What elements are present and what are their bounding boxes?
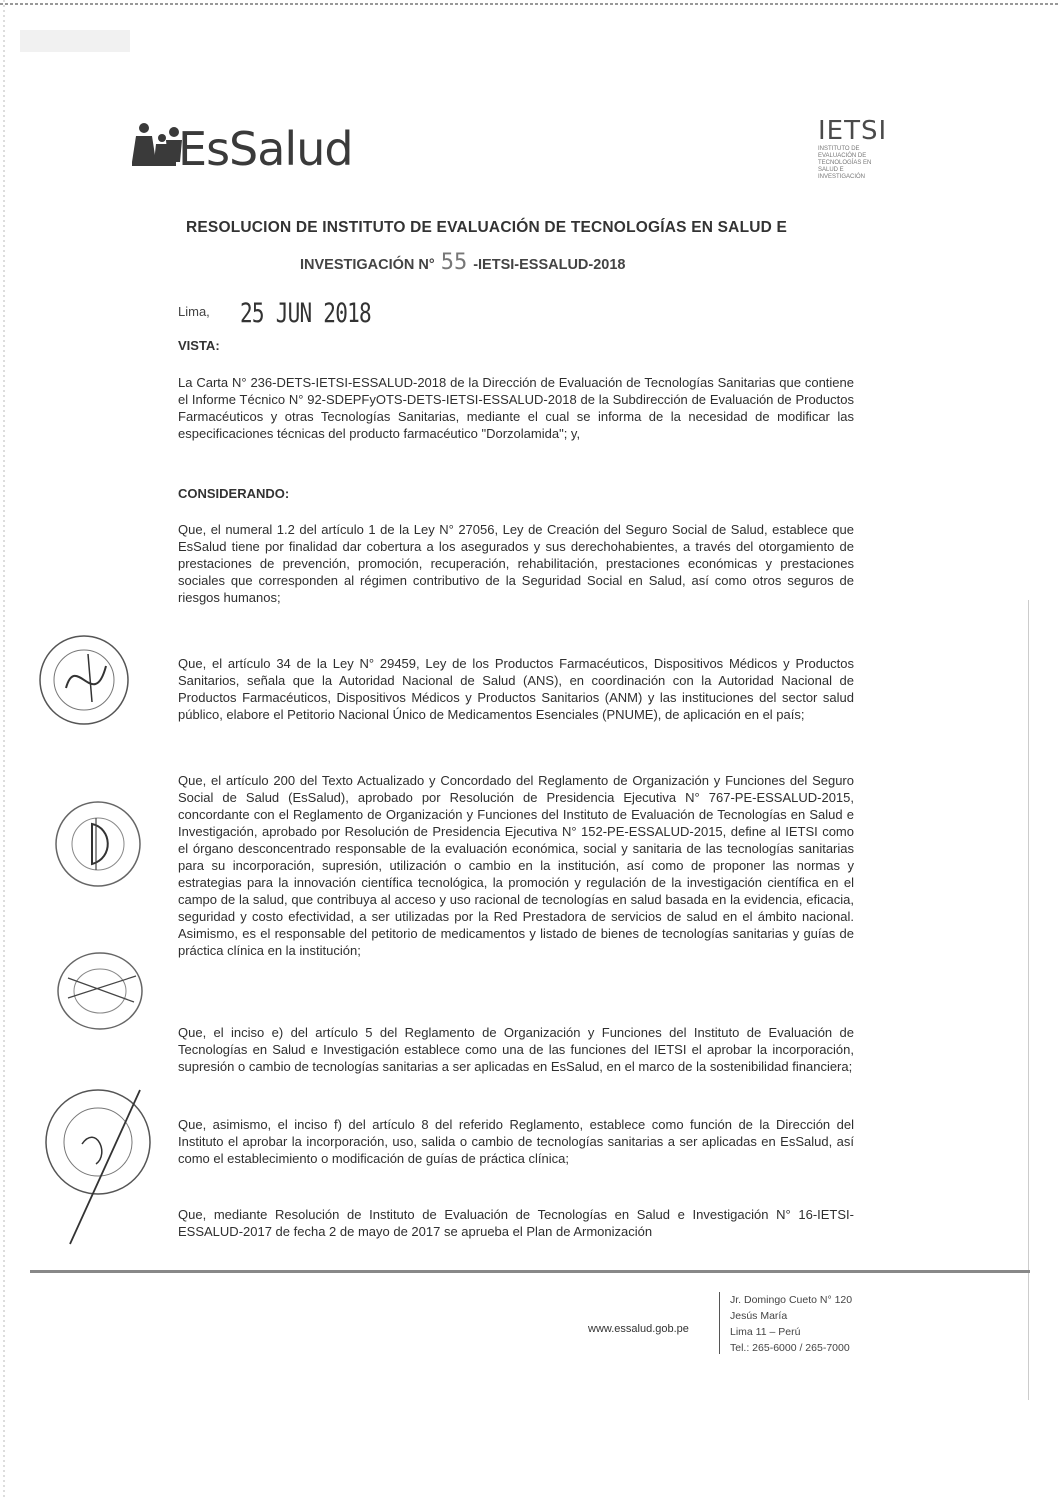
visa-seal-stamp <box>52 798 144 890</box>
footer-separator <box>719 1292 720 1354</box>
resolution-title-line1: RESOLUCION DE INSTITUTO DE EVALUACIÓN DE TECNOLOGÍAS EN SALUD E <box>186 219 788 236</box>
address-line: Jr. Domingo Cueto N° 120 <box>730 1294 853 1306</box>
paragraph-5: Que, asimismo, el inciso f) del artículo 8 del referido Reglamento, establece como función de la Dirección del Instituto el aprobar la incorporación, uso, salida o cambio de tecnologías sanitarias a ser aplicadas en EsSalud, así como el establecimiento o modificación de guías de práctica clínica; <box>178 1117 854 1166</box>
visa-seal-stamp <box>36 632 132 728</box>
ietsi-logo <box>818 118 898 181</box>
address-line: Lima 11 – Perú <box>730 1326 801 1338</box>
resolution-number: 55 <box>440 250 468 275</box>
resolution-title-line2 <box>300 250 626 275</box>
address-line: Tel.: 265-6000 / 265-7000 <box>730 1342 850 1354</box>
date-stamp: 25 JUN 2018 <box>240 298 371 329</box>
title-suffix: -IETSI-ESSALUD-2018 <box>473 257 626 273</box>
considerando-heading: CONSIDERANDO: <box>178 486 290 501</box>
footer-address <box>730 1292 852 1356</box>
paragraph-3: Que, el artículo 200 del Texto Actualizado y Concordado del Reglamento de Organización y Funciones del Seguro Social de Salud (EsSalud), aprobado por Resolución de Presidencia Ejecutiva N° 767-PE-ESSALUD-2015, concordante con el Reglamento de Organización y Funciones del Instituto de Evaluación de Tecnologías en Salud e Investigación, aprobado por Resolución de Presidencia Ejecutiva N° 152-PE-ESSALUD-2015, define al IETSI como el órgano desconcentrado responsable de la evaluación económica, social y sanitaria de las tecnologías sanitarias para su incorporación, supresión, utilización o cambio en la institución, así como de proponer las normas y estrategias para la innovación científica tecnológica, la promoción y regulación de la investigación científica en el campo de la salud, que contribuya al acceso y uso racional de tecnologías en salud basada en la evidencia, eficacia, seguridad y costo efectividad, a ser utilizadas por la Red Prestadora de servicios de salud en el ámbito nacional. Asimismo, es el responsable del petitorio de medicamentos y listado de bienes de tecnologías sanitarias y guías de práctica clínica en la institución; <box>178 773 854 958</box>
address-line: Jesús María <box>730 1310 788 1322</box>
date-label: Lima, <box>178 304 210 319</box>
ietsi-subtitle: INSTITUTO DE EVALUACIÓN DE TECNOLOGÍAS EN SALUD E INVESTIGACIÓN <box>818 146 872 180</box>
essalud-logo-text: EsSalud <box>178 122 353 176</box>
footer-divider <box>30 1270 1030 1273</box>
paragraph-1: Que, el numeral 1.2 del artículo 1 de la Ley N° 27056, Ley de Creación del Seguro Social de Salud, establece que EsSalud tiene por finalidad dar cobertura a los asegurados y sus derechohabientes, a través del otorgamiento de prestaciones de prevención, promoción, recuperación, rehabilitación, prestaciones económicas y prestaciones sociales que corresponden al régimen contributivo de la Seguridad Social en Salud, así como otros seguros de riesgos humanos; <box>178 522 854 605</box>
title-prefix: INVESTIGACIÓN N° <box>300 257 435 273</box>
paragraph-2: Que, el artículo 34 de la Ley N° 29459, Ley de los Productos Farmacéuticos, Dispositivos Médicos y Productos Sanitarios, señala que la Autoridad Nacional de Salud (ANS), en coordinación con la Autoridad Nacional de Productos Farmacéuticos, Dispositivos Médicos y Productos Sanitarios (ANM) y las instituciones del sector salud público, elabore el Petitorio Nacional Único de Medicamentos Esenciales (PNUME), de aplicación en el país; <box>178 656 854 722</box>
margin-artifact-line <box>1028 600 1029 1400</box>
paragraph-4: Que, el inciso e) del artículo 5 del Reglamento de Organización y Funciones del Instituto de Evaluación de Tecnologías en Salud e Investigación establece como una de las funciones del IETSI el aprobar la incorporación, supresión o cambio de tecnologías sanitarias a ser aplicadas en EsSalud, en el marco de la sostenibilidad financiera; <box>178 1025 854 1074</box>
visa-seal-stamp <box>54 948 146 1034</box>
visa-seal-stamp <box>40 1084 170 1254</box>
ietsi-name: IETSI <box>818 116 888 146</box>
vista-paragraph: La Carta N° 236-DETS-IETSI-ESSALUD-2018 de la Dirección de Evaluación de Tecnologías Sanitarias que contiene el Informe Técnico N° 92-SDEPFyOTS-DETS-IETSI-ESSALUD-2018 de la Subdirección de Evaluación de Productos Farmacéuticos y otras Tecnologías Sanitarias, mediante el cual se informa de la necesidad de modificar las especificaciones técnicas del producto farmacéutico "Dorzolamida"; y, <box>178 375 854 441</box>
vista-heading: VISTA: <box>178 338 220 353</box>
footer-website: www.essalud.gob.pe <box>588 1323 689 1335</box>
paragraph-6: Que, mediante Resolución de Instituto de Evaluación de Tecnologías en Salud e Investigación N° 16-IETSI-ESSALUD-2017 de fecha 2 de mayo de 2017 se aprueba el Plan de Armonización <box>178 1207 854 1239</box>
